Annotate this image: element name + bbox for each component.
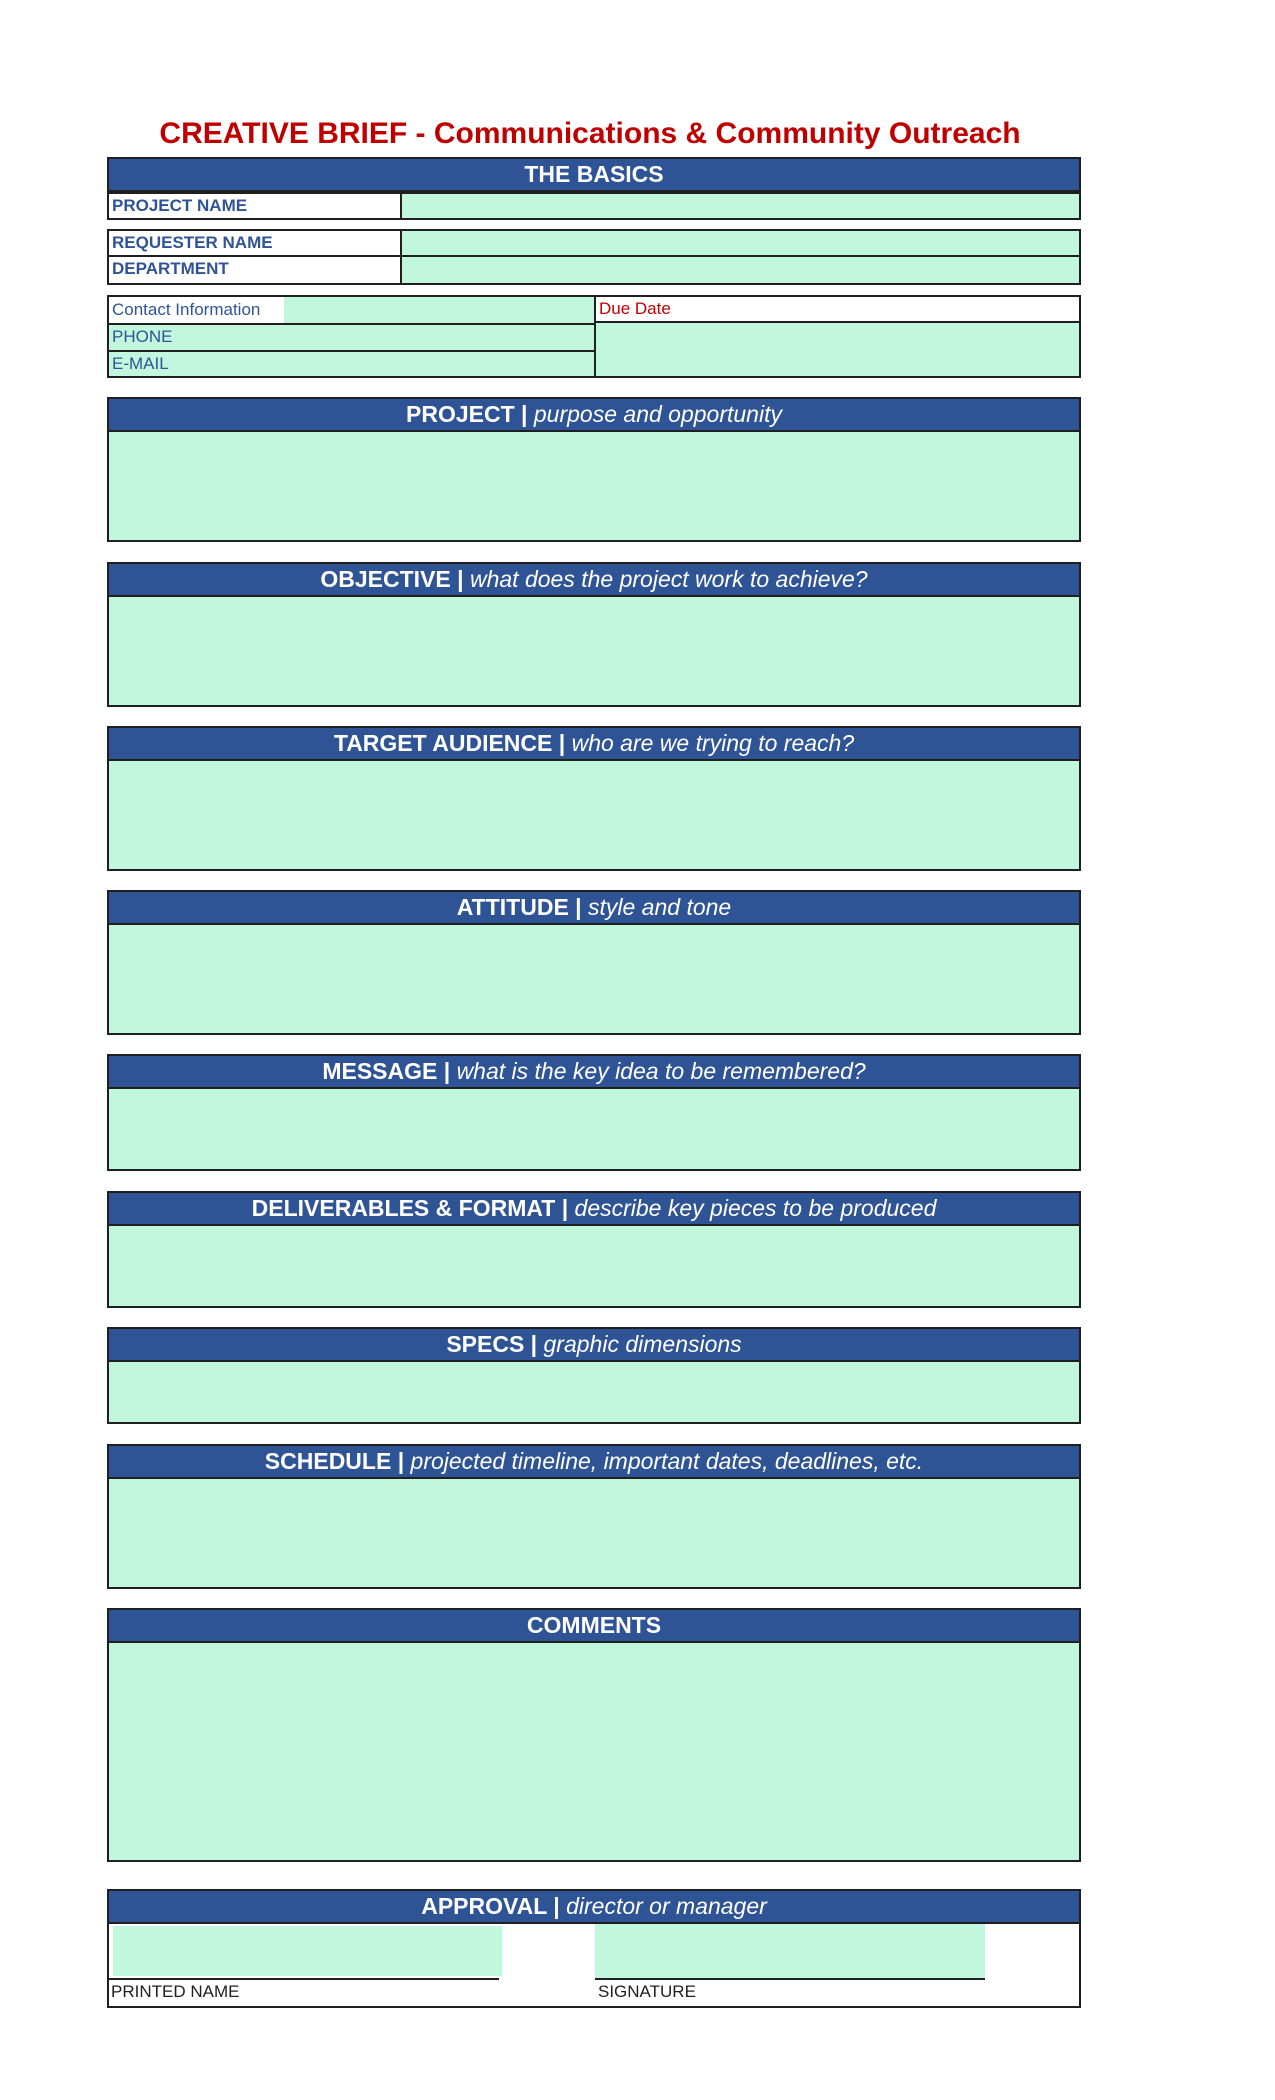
project-field[interactable] — [107, 432, 1081, 542]
specs-field[interactable] — [107, 1362, 1081, 1424]
email-label: E-MAIL — [109, 352, 169, 376]
objective-header — [107, 562, 1081, 597]
approval-header-bold: APPROVAL | — [421, 1893, 560, 1919]
message-header-bold: MESSAGE | — [322, 1058, 451, 1084]
schedule-header-italic: projected timeline, important dates, deadlines, etc. — [410, 1448, 924, 1474]
audience-field[interactable] — [107, 761, 1081, 871]
attitude-header — [107, 890, 1081, 925]
objective-header-italic: what does the project work to achieve? — [469, 566, 868, 592]
approval-header — [107, 1889, 1081, 1924]
deliverables-header-italic: describe key pieces to be produced — [574, 1195, 937, 1221]
project-name-label: PROJECT NAME — [109, 194, 402, 218]
audience-header-bold: TARGET AUDIENCE | — [333, 730, 566, 756]
due-date-field[interactable] — [596, 323, 1079, 376]
schedule-field[interactable] — [107, 1479, 1081, 1589]
basics-header-label: THE BASICS — [524, 161, 664, 187]
contact-info-field[interactable] — [284, 297, 594, 323]
printed-name-line — [109, 1978, 499, 1980]
phone-label: PHONE — [109, 325, 172, 349]
attitude-field[interactable] — [107, 925, 1081, 1035]
phone-row[interactable] — [109, 323, 594, 350]
audience-header-italic: who are we trying to reach? — [571, 730, 855, 756]
attitude-header-bold: ATTITUDE | — [456, 894, 582, 920]
department-label: DEPARTMENT — [109, 257, 402, 283]
deliverables-header — [107, 1191, 1081, 1226]
contact-column — [109, 297, 596, 376]
project-name-row — [107, 192, 1081, 220]
objective-header-bold: OBJECTIVE | — [320, 566, 464, 592]
comments-header — [107, 1608, 1081, 1643]
attitude-header-italic: style and tone — [588, 894, 732, 920]
audience-header — [107, 726, 1081, 761]
deliverables-header-bold: DELIVERABLES & FORMAT | — [251, 1195, 569, 1221]
printed-name-field[interactable] — [113, 1926, 502, 1976]
basics-header — [107, 157, 1081, 192]
requester-name-field[interactable] — [402, 231, 1079, 257]
message-field[interactable] — [107, 1089, 1081, 1171]
contact-info-label: Contact Information — [109, 298, 284, 323]
specs-header-bold: SPECS | — [446, 1331, 538, 1357]
contact-block — [107, 295, 1081, 378]
project-name-field[interactable] — [402, 194, 1079, 218]
requester-name-label: REQUESTER NAME — [109, 231, 402, 257]
approval-block — [107, 1924, 1081, 2008]
printed-name-label: PRINTED NAME — [111, 1982, 240, 2001]
specs-header — [107, 1327, 1081, 1362]
page-title: CREATIVE BRIEF - Communications & Community Outreach — [159, 117, 1021, 150]
message-header-italic: what is the key idea to be remembered? — [456, 1058, 866, 1084]
signature-field[interactable] — [595, 1924, 985, 1978]
signature-label: SIGNATURE — [598, 1982, 696, 2001]
comments-header-bold: COMMENTS — [526, 1612, 662, 1638]
due-date-label: Due Date — [596, 297, 1079, 323]
comments-field[interactable] — [107, 1643, 1081, 1862]
project-header-bold: PROJECT | — [406, 401, 528, 427]
project-header-italic: purpose and opportunity — [533, 401, 782, 427]
schedule-header-bold: SCHEDULE | — [264, 1448, 405, 1474]
deliverables-field[interactable] — [107, 1226, 1081, 1308]
requester-block — [107, 229, 1081, 285]
schedule-header — [107, 1444, 1081, 1479]
approval-header-italic: director or manager — [566, 1893, 767, 1919]
message-header — [107, 1054, 1081, 1089]
email-row[interactable] — [109, 350, 594, 376]
department-field[interactable] — [402, 257, 1079, 283]
objective-field[interactable] — [107, 597, 1081, 707]
project-header — [107, 397, 1081, 432]
specs-header-italic: graphic dimensions — [543, 1331, 742, 1357]
signature-line — [595, 1978, 985, 1980]
